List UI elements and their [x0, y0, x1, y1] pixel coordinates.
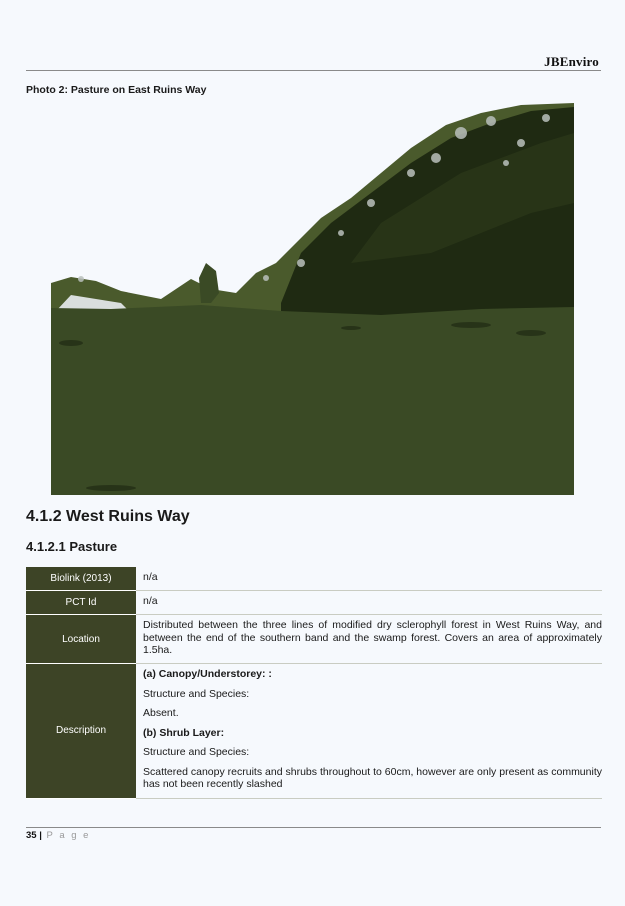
canopy-heading: (a) Canopy/Understorey: : — [143, 668, 272, 680]
footer-divider — [26, 827, 601, 828]
photo-caption: Photo 2: Pasture on East Ruins Way — [26, 84, 207, 96]
page-label: P a g e — [41, 830, 91, 841]
row-value-location: Distributed between the three lines of modified dry sclerophyll forest in West Ruins Way, and between the end of the southern band and the swamp forest. Covers an area of approximately 1.5ha. — [136, 615, 602, 664]
row-value-pct-id: n/a — [136, 591, 602, 615]
shrub-structure-label: Structure and Species: — [143, 746, 250, 758]
row-key-biolink: Biolink (2013) — [26, 567, 136, 591]
page-footer — [26, 830, 90, 841]
row-key-location: Location — [26, 615, 136, 664]
page-number: 35 | — [26, 830, 42, 841]
header-divider — [26, 70, 601, 71]
subsection-heading: 4.1.2.1 Pasture — [26, 539, 118, 554]
table-row — [26, 664, 602, 799]
shrub-text: Scattered canopy recruits and shrubs throughout to 60cm, however are only present as community has not been recently slashed — [143, 765, 602, 790]
row-value-description — [136, 664, 602, 799]
row-key-description: Description — [26, 664, 136, 799]
table-row — [26, 591, 602, 615]
pasture-photo — [51, 103, 574, 495]
table-row — [26, 615, 602, 664]
section-heading: 4.1.2 West Ruins Way — [26, 508, 190, 525]
shrub-heading: (b) Shrub Layer: — [143, 726, 225, 739]
vegetation-info-table — [26, 567, 602, 799]
table-row — [26, 567, 602, 591]
brand-logo: JBEnviro — [544, 54, 599, 69]
row-key-pct-id: PCT Id — [26, 591, 136, 615]
row-value-biolink: n/a — [136, 567, 602, 591]
canopy-text: Absent. — [143, 707, 179, 719]
canopy-structure-label: Structure and Species: — [143, 687, 250, 700]
